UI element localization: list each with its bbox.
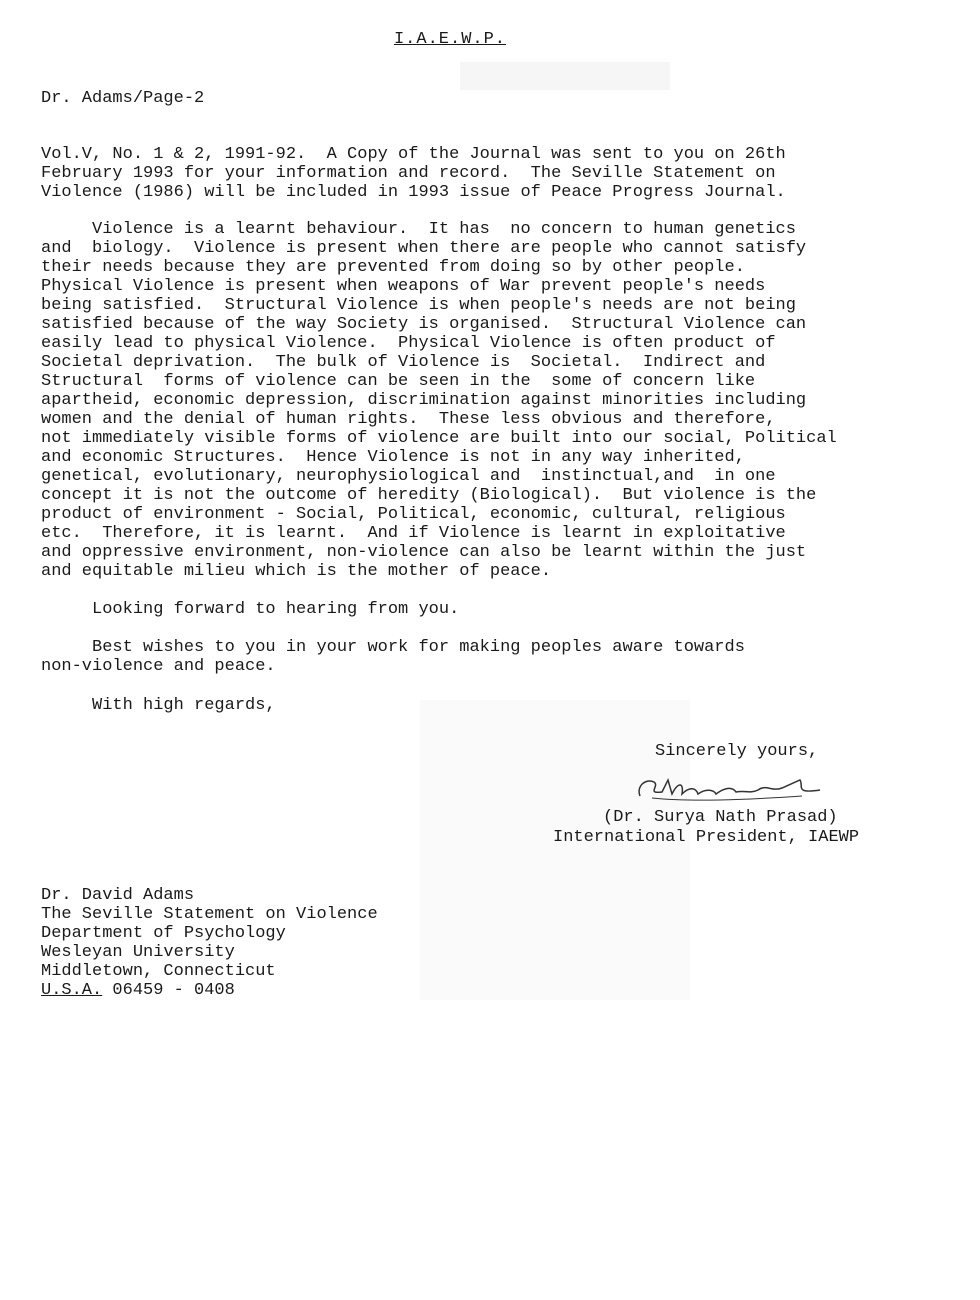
body-line: Violence is a learnt behaviour. It has no concern to human genetics [41,220,796,239]
body-line: genetical, evolutionary, neurophysiological and instinctual,and in one [41,467,776,486]
address-line: Middletown, Connecticut [41,962,276,981]
intro-line: Vol.V, No. 1 & 2, 1991-92. A Copy of the Journal was sent to you on 26th [41,145,786,164]
address-line: Department of Psychology [41,924,286,943]
looking-forward-line: Looking forward to hearing from you. [41,600,460,619]
best-wishes-line: Best wishes to you in your work for making peoples aware towards [41,638,745,657]
signatory-name: (Dr. Surya Nath Prasad) [603,808,838,827]
regards-line: With high regards, [41,696,276,715]
bleed-through-block [460,62,670,90]
intro-line: February 1993 for your information and record. The Seville Statement on [41,164,776,183]
body-line: and oppressive environment, non-violence can also be learnt within the just [41,543,807,562]
body-paragraph [41,220,941,581]
body-line: being satisfied. Structural Violence is when people's needs are not being [41,296,796,315]
intro-line: Violence (1986) will be included in 1993 issue of Peace Progress Journal. [41,183,786,202]
best-wishes-line: non-violence and peace. [41,657,276,676]
intro-paragraph [41,145,941,202]
body-line: not immediately visible forms of violence are built into our social, Political [41,429,837,448]
body-line: satisfied because of the way Society is organised. Structural Violence can [41,315,807,334]
body-line: product of environment - Social, Political, economic, cultural, religious [41,505,786,524]
header-org: I.A.E.W.P. [393,30,507,49]
address-line-country [41,981,941,1000]
body-line: and biology. Violence is present when there are people who cannot satisfy [41,239,807,258]
body-line: Structural forms of violence can be seen in the some of concern like [41,372,756,391]
address-line: Dr. David Adams [41,886,195,905]
body-line: easily lead to physical Violence. Physical Violence is often product of [41,334,776,353]
address-country: U.S.A. [41,981,103,1000]
closing-salutation: Sincerely yours, [655,742,819,761]
body-line: and equitable milieu which is the mother of peace. [41,562,552,581]
body-line: apartheid, economic depression, discrimination against minorities including [41,391,807,410]
address-line: Wesleyan University [41,943,235,962]
body-line: Physical Violence is present when weapons of War prevent people's needs [41,277,766,296]
address-zip: 06459 - 0408 [102,981,235,1000]
body-line: their needs because they are prevented from doing so by other people. [41,258,745,277]
body-line: concept it is not the outcome of heredity (Biological). But violence is the [41,486,817,505]
best-wishes-paragraph [41,638,941,676]
body-line: women and the denial of human rights. These less obvious and therefore, [41,410,776,429]
address-line: The Seville Statement on Violence [41,905,378,924]
signatory-title: International President, IAEWP [553,828,860,847]
body-line: Societal deprivation. The bulk of Violence is Societal. Indirect and [41,353,766,372]
recipient-address [41,886,941,1000]
handwritten-signature [632,768,832,808]
page-reference: Dr. Adams/Page-2 [41,89,205,108]
body-line: and economic Structures. Hence Violence is not in any way inherited, [41,448,745,467]
body-line: etc. Therefore, it is learnt. And if Violence is learnt in exploitative [41,524,786,543]
